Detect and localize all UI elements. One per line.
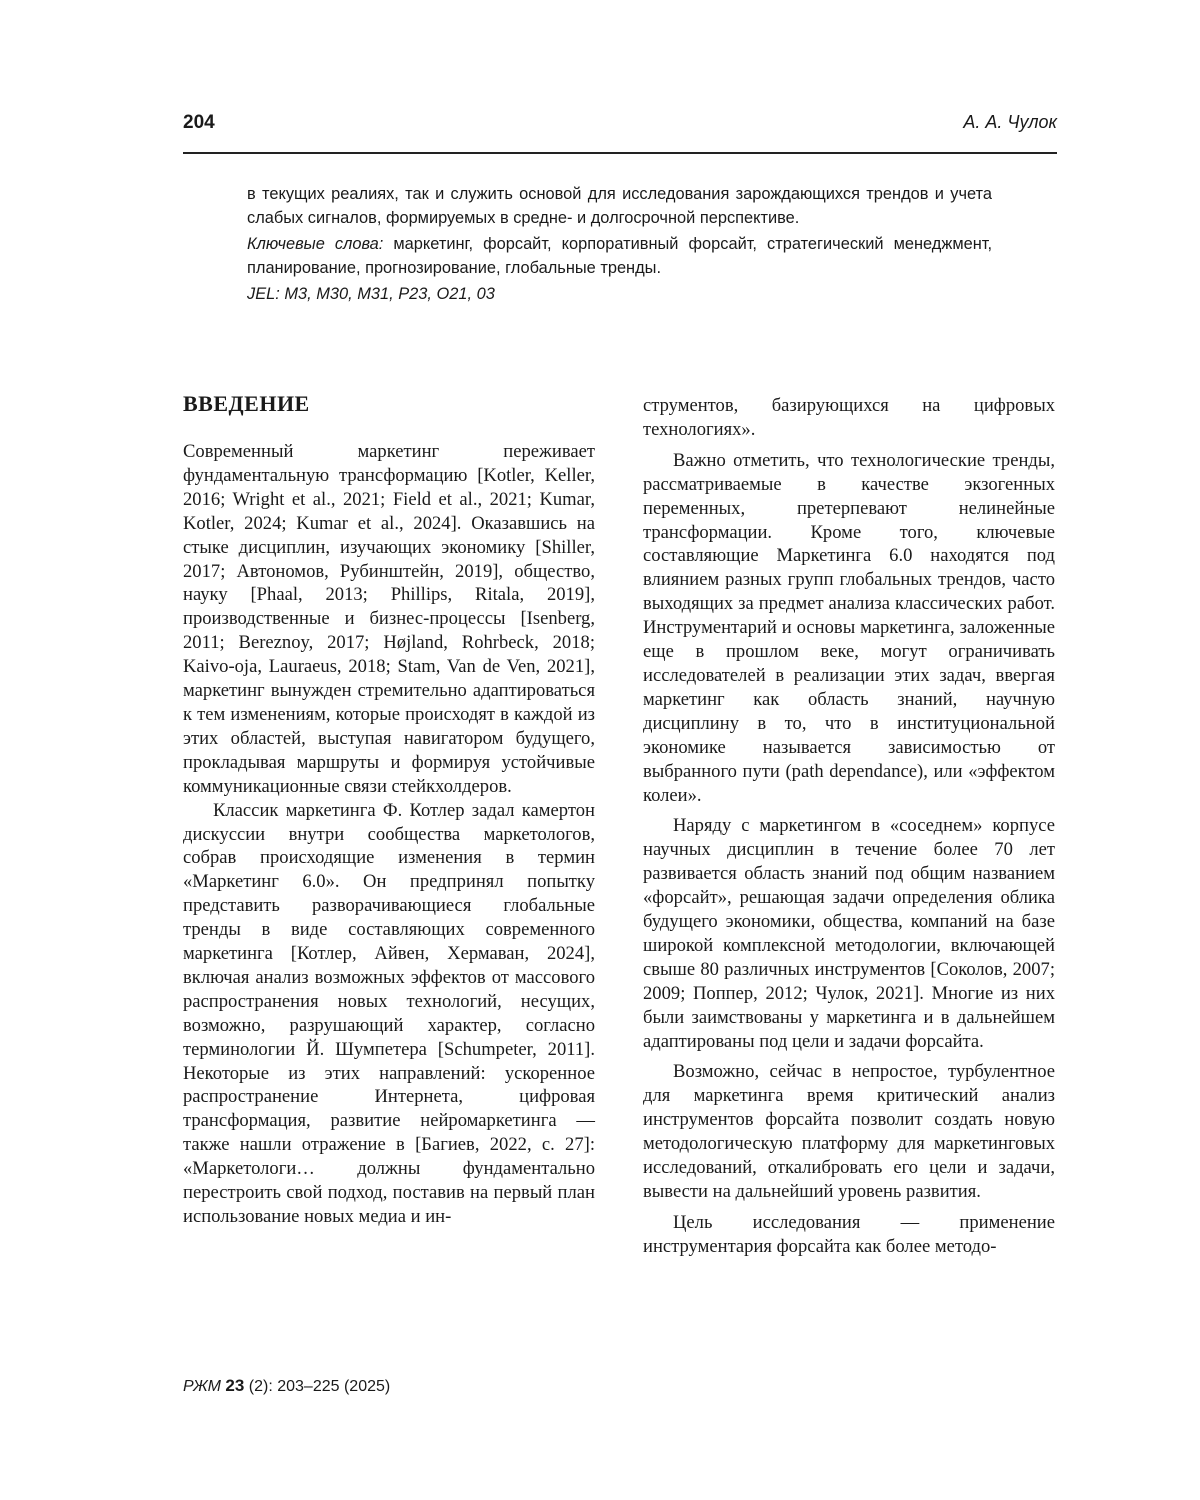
page-footer <box>183 1376 390 1396</box>
page-number: 204 <box>183 112 215 133</box>
right-paragraph-2: Наряду с маркетингом в «соседнем» корпусе научных дисциплин в течение более 70 лет развивается область знаний под общим названием «форсайт», решающая задачи определения облика будущего экономики, общества, компаний на базе широкой комплексной методологии, включающей свыше 80 различных инструментов [Соколов, 2007; 2009; Поппер, 2012; Чулок, 2021]. Многие из них были заимствованы у маркетинга и в дальнейшем адаптированы под цели и задачи форсайта. <box>643 815 1055 1052</box>
running-head <box>183 112 1057 140</box>
keywords-list: маркетинг, форсайт, корпоративный форсайт, стратегический менеджмент, планирование, прогнозирование, глобальные тренды. <box>247 235 992 277</box>
keywords-line <box>247 233 992 280</box>
keywords-label: Ключевые слова: <box>247 235 384 253</box>
right-paragraph-4: Цель исследования — применение инструментария форсайта как более методо- <box>643 1211 1055 1257</box>
footer-journal: РЖМ <box>183 1378 221 1395</box>
right-paragraph-continuation: струментов, базирующихся на цифровых технологиях». <box>643 395 1055 440</box>
right-paragraph-3: Возможно, сейчас в непростое, турбулентное для маркетинга время критический анализ инструментов форсайта позволит создать новую методологическую платформу для маркетинговых исследований, откалибровать его цели и задачи, вывести на дальнейший уровень развития. <box>643 1061 1055 1202</box>
left-paragraph-2: Классик маркетинга Ф. Котлер задал камертон дискуссии внутри сообщества маркетологов, собрав происходящие изменения в термин «Маркетинг 6.0». Он предпринял попытку представить разворачивающиеся глобальные тренды в виде составляющих современного маркетинга [Котлер, Айвен, Хермаван, 2024], включая анализ возможных эффектов от массового распространения новых технологий, несущих, возможно, разрушающий характер, согласно терминологии Й. Шумпетера [Schumpeter, 2011]. Некоторые из этих направлений: ускоренное распространение Интернета, цифровая трансформация, развитие нейромаркетинга — также нашли отражение в [Багиев, 2022, с. 27]: «Маркетологи… должны фундаментально перестроить свой подход, поставив на первый план использование новых медиа и ин- <box>183 799 595 1227</box>
section-heading-introduction: ВВЕДЕНИЕ <box>183 391 310 416</box>
abstract-block <box>247 183 992 310</box>
jel-codes: JEL: M3, M30, M31, P23, O21, 03 <box>247 285 495 303</box>
left-paragraph-1: Современный маркетинг переживает фундаментальную трансформацию [Kotler, Keller, 2016; Wright et al., 2021; Field et al., 2021; Kumar, Kotler, 2024; Kumar et al., 2024]. Оказавшись на стыке дисциплин, изучающих экономику [Shiller, 2017; Автономов, Рубинштейн, 2019], общество, науку [Phaal, 2013; Phillips, Ritala, 2019], производственные и бизнес-процессы [Isenberg, 2011; Bereznoy, 2017; Højland, Rohrbeck, 2018; Kaivo-oja, Lauraeus, 2018; Stam, Van de Ven, 2021], маркетинг вынужден стремительно адаптироваться к тем изменениям, которые происходят в каждой из этих областей, выступая навигатором будущего, прокладывая маршруты и формируя устойчивые коммуникационные связи стейкхолдеров. <box>183 441 595 797</box>
left-column <box>183 390 595 1229</box>
right-paragraph-1: Важно отметить, что технологические тренды, рассматриваемые в качестве экзогенных переменных, претерпевают нелинейные трансформации. Кроме того, ключевые составляющие Маркетинга 6.0 находятся под влиянием разных групп глобальных трендов, часто выходящих за предмет анализа классических работ. Инструментарий и основы маркетинга, заложенные еще в прошлом веке, могут ограничивать исследователей в реализации этих задач, ввергая маркетинг как область знаний, научную дисциплину в то, что в институциональной экономике называется зависимостью от выбранного пути (path dependance), или «эффектом колеи». <box>643 449 1055 806</box>
running-head-author: А. А. Чулок <box>963 112 1057 132</box>
footer-volume: 23 <box>225 1376 245 1395</box>
right-column <box>643 394 1055 1259</box>
header-rule <box>183 152 1057 154</box>
footer-issue-pages: (2): 203–225 (2025) <box>244 1378 391 1395</box>
abstract-text: в текущих реалиях, так и служить основой для исследования зарождающихся трендов и учета слабых сигналов, формируемых в средне- и долгосрочной перспективе. <box>247 185 992 227</box>
